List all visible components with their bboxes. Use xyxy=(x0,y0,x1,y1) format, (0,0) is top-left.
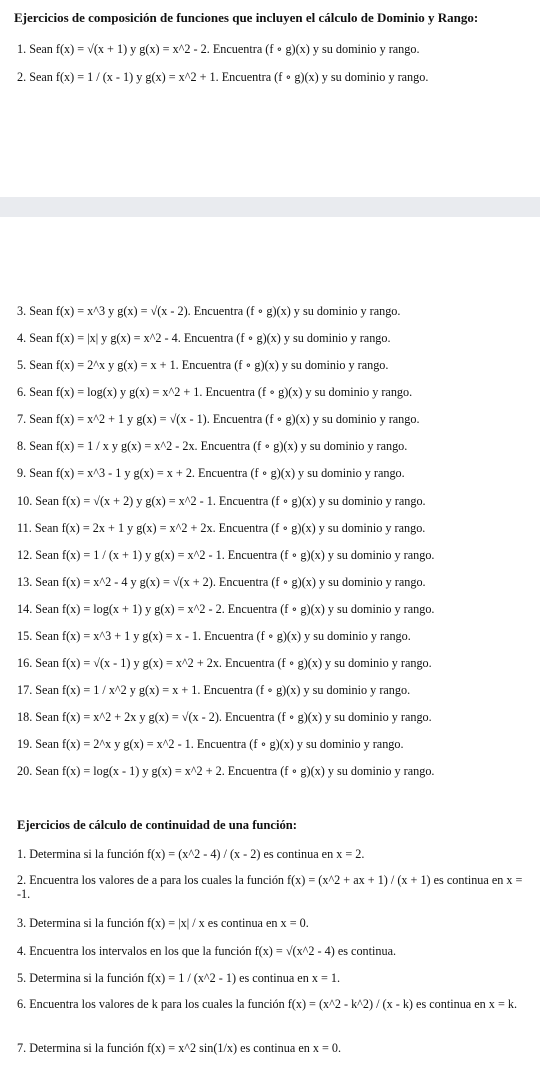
exercise-item: 11. Sean f(x) = 2x + 1 y g(x) = x^2 + 2x. Encuentra (f ∘ g)(x) y su dominio y rango. xyxy=(17,521,426,535)
exercise-item: 3. Determina si la función f(x) = |x| / x es continua en x = 0. xyxy=(17,916,309,930)
exercise-item: 7. Determina si la función f(x) = x^2 sin(1/x) es continua en x = 0. xyxy=(17,1041,342,1055)
exercise-item: 15. Sean f(x) = x^3 + 1 y g(x) = x - 1. Encuentra (f ∘ g)(x) y su dominio y rango. xyxy=(17,629,411,643)
exercise-item: 7. Sean f(x) = x^2 + 1 y g(x) = √(x - 1). Encuentra (f ∘ g)(x) y su dominio y rango. xyxy=(17,412,420,426)
exercise-item: 1. Sean f(x) = √(x + 1) y g(x) = x^2 - 2. Encuentra (f ∘ g)(x) y su dominio y rango. xyxy=(17,42,420,56)
exercise-item: 19. Sean f(x) = 2^x y g(x) = x^2 - 1. Encuentra (f ∘ g)(x) y su dominio y rango. xyxy=(17,737,404,751)
exercise-item: 5. Sean f(x) = 2^x y g(x) = x + 1. Encuentra (f ∘ g)(x) y su dominio y rango. xyxy=(17,358,389,372)
exercise-item: 3. Sean f(x) = x^3 y g(x) = √(x - 2). Encuentra (f ∘ g)(x) y su dominio y rango. xyxy=(17,304,401,318)
exercise-item: 10. Sean f(x) = √(x + 2) y g(x) = x^2 - 1. Encuentra (f ∘ g)(x) y su dominio y rango. xyxy=(17,494,426,508)
exercise-item: 4. Encuentra los intervalos en los que la función f(x) = √(x^2 - 4) es continua. xyxy=(17,944,397,958)
exercise-item: 4. Sean f(x) = |x| y g(x) = x^2 - 4. Encuentra (f ∘ g)(x) y su dominio y rango. xyxy=(17,331,391,345)
exercise-item: 17. Sean f(x) = 1 / x^2 y g(x) = x + 1. Encuentra (f ∘ g)(x) y su dominio y rango. xyxy=(17,683,411,697)
exercise-item: 2. Encuentra los valores de a para los cuales la función f(x) = (x^2 + ax + 1) / (x + 1) es continua en x = -1. xyxy=(17,873,523,901)
exercise-item: 2. Sean f(x) = 1 / (x - 1) y g(x) = x^2 + 1. Encuentra (f ∘ g)(x) y su dominio y rango. xyxy=(17,70,429,84)
section-title-composition: Ejercicios de composición de funciones que incluyen el cálculo de Dominio y Rango: xyxy=(14,10,479,25)
exercise-item: 14. Sean f(x) = log(x + 1) y g(x) = x^2 - 2. Encuentra (f ∘ g)(x) y su dominio y rango. xyxy=(17,602,435,616)
exercise-item: 18. Sean f(x) = x^2 + 2x y g(x) = √(x - 2). Encuentra (f ∘ g)(x) y su dominio y rango. xyxy=(17,710,432,724)
exercise-item: 12. Sean f(x) = 1 / (x + 1) y g(x) = x^2 - 1. Encuentra (f ∘ g)(x) y su dominio y rango. xyxy=(17,548,435,562)
page-separator-band xyxy=(0,197,540,217)
exercise-item: 5. Determina si la función f(x) = 1 / (x^2 - 1) es continua en x = 1. xyxy=(17,971,341,985)
exercise-item: 6. Encuentra los valores de k para los cuales la función f(x) = (x^2 - k^2) / (x - k) es continua en x = k. xyxy=(17,997,518,1011)
exercise-item: 6. Sean f(x) = log(x) y g(x) = x^2 + 1. Encuentra (f ∘ g)(x) y su dominio y rango. xyxy=(17,385,413,399)
section-title-continuity: Ejercicios de cálculo de continuidad de una función: xyxy=(17,818,298,832)
exercise-item: 20. Sean f(x) = log(x - 1) y g(x) = x^2 + 2. Encuentra (f ∘ g)(x) y su dominio y rango. xyxy=(17,764,435,778)
exercise-item: 16. Sean f(x) = √(x - 1) y g(x) = x^2 + 2x. Encuentra (f ∘ g)(x) y su dominio y rango. xyxy=(17,656,432,670)
exercise-item: 1. Determina si la función f(x) = (x^2 - 4) / (x - 2) es continua en x = 2. xyxy=(17,847,365,861)
exercise-item: 9. Sean f(x) = x^3 - 1 y g(x) = x + 2. Encuentra (f ∘ g)(x) y su dominio y rango. xyxy=(17,466,405,480)
exercise-item: 13. Sean f(x) = x^2 - 4 y g(x) = √(x + 2). Encuentra (f ∘ g)(x) y su dominio y rango. xyxy=(17,575,426,589)
exercise-item: 8. Sean f(x) = 1 / x y g(x) = x^2 - 2x. Encuentra (f ∘ g)(x) y su dominio y rango. xyxy=(17,439,408,453)
